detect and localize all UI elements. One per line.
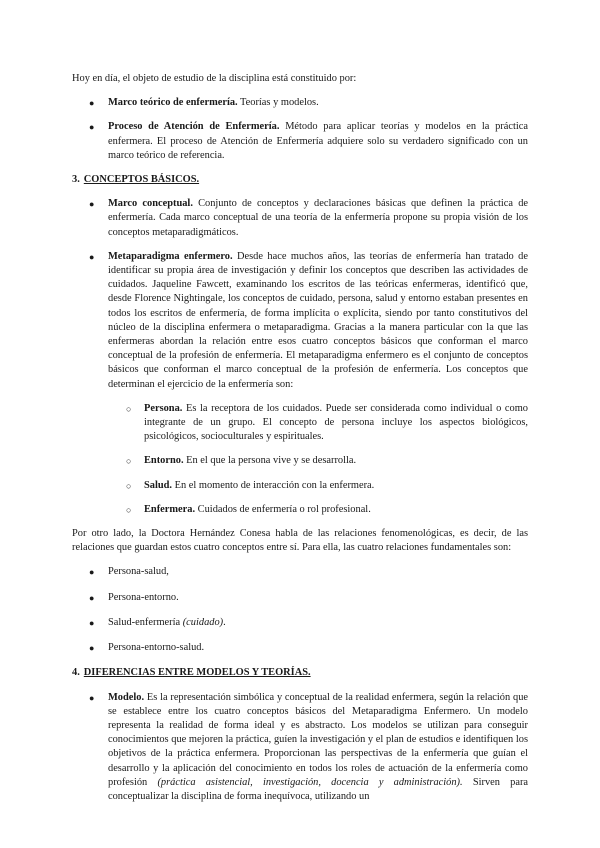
bullet-icon: ● [89,199,95,210]
bullet-icon: ● [89,122,95,133]
definition: Desde hace muchos años, las teorías de enfermería han tratado de identificar su propia área de investigación y definir los conceptos que describen las actividades de cuidados. Jaqueline Fawcett, examinando los escritos de las teóricas enfermeras, identificó que, desde Florence Nightingale, los conceptos de cuidado, persona, salud y entorno estaban presentes en todos los escritos de enfermería, de forma implícita o explícita, siendo por tanto constitutivos del núcleo de la disciplina enfermera o metaparadigma. Gracias a la manera particular con la que las enfermeras abordan la relación entre esos cuatro conceptos básicos que conforman el marco conceptual de la profesión de enfermería. El metaparadigma enfermero es el conjunto de conceptos básicos que conforman el marco conceptual de la profesión de enfermería. Los conceptos que determinan el ejercicio de la enfermería son: [108,250,528,390]
term: Proceso de Atención de Enfermería. [108,121,280,133]
metaparadigm-concepts-list [108,402,528,517]
list-item [72,616,528,630]
bullet-icon: ● [89,617,95,628]
section-title: CONCEPTOS BÁSICOS. [83,174,200,186]
term: Salud. [144,479,173,491]
section-title: DIFERENCIAS ENTRE MODELOS Y TEORÍAS. [83,667,311,679]
hollow-bullet-icon: ○ [126,504,132,515]
bullet-icon: ● [89,251,95,262]
definition: Es la representación simbólica y conceptual de la realidad enfermera, según la relación que se establece entre los cuatro conceptos básicos del Metaparadigma Enfermero. Un modelo representa la realidad de forma ideal y es abstracto. Los modelos se utilizan para conseguir conocimientos que mejoren la práctica, guíen la investigación y el plan de estudios e identifiquen los objetivos de la práctica enfermera. Proporcionan las perspectivas de la enfermería que guían el desarrollo y la aplicación del conocimiento en todos los roles de actuación de la enfermería como profesión [108,691,528,788]
definition: Teorías y modelos. [237,97,319,109]
relation-suffix: . [223,616,226,628]
bullet-icon: ● [89,592,95,603]
sub-list-item [108,479,528,493]
term: Entorno. [144,455,184,467]
sub-list-item [108,402,528,445]
definition: Es la receptora de los cuidados. Puede ser considerada como individual o como integrante de un grupo. El concepto de persona incluye los aspectos biológicos, psicológicos, socioculturales y espirituales. [144,402,528,443]
term: Marco conceptual. [108,198,193,210]
term: Metaparadigma enfermero. [108,250,233,262]
sub-list-item [108,503,528,517]
page-content [72,72,528,814]
list-item [72,691,528,805]
list-item [72,250,528,517]
list-item [72,120,528,163]
relations-list [72,565,528,655]
section-4-heading [72,666,528,680]
definition-italic: (práctica asistencial, investigación, docencia y administración). [157,776,463,788]
bullet-icon: ● [89,692,95,703]
relation-italic: (cuidado) [182,616,224,628]
list-item [72,641,528,655]
term: Enfermera. [144,503,196,515]
sub-list-item [108,454,528,468]
bullet-icon: ● [89,567,95,578]
section-number: 4. [72,667,80,679]
relation-text: Salud-enfermería [108,616,183,628]
definition: Conjunto de conceptos y declaraciones básicas que definen la práctica de enfermería. Cada marco conceptual de una teoría de la enfermería propone su propia visión de los conceptos metaparadigmáticos. [108,198,528,238]
term: Persona. [144,402,183,414]
study-object-list [72,96,528,163]
list-item [72,565,528,579]
list-item [72,96,528,110]
bullet-icon: ● [89,643,95,654]
hollow-bullet-icon: ○ [126,480,132,491]
list-item [72,197,528,240]
definition: Cuidados de enfermería o rol profesional. [195,503,371,515]
definition: En el que la persona vive y se desarrolla. [183,455,357,467]
models-list [72,691,528,805]
term: Marco teórico de enfermería. [108,97,238,109]
list-item [72,591,528,605]
term: Modelo. [108,691,145,703]
bullet-icon: ● [89,98,95,109]
relation-text: Persona-entorno. [108,591,179,603]
hollow-bullet-icon: ○ [126,456,132,467]
hollow-bullet-icon: ○ [126,403,132,414]
section-3-heading [72,173,528,187]
relation-text: Persona-salud, [108,566,169,578]
section-number: 3. [72,174,80,186]
relations-paragraph: Por otro lado, la Doctora Hernández Conesa habla de las relaciones fenomenológicas, es decir, de las relaciones que guardan estos cuatro conceptos entre sí. Para ella, las cuatro relaciones fundamentales son: [72,528,528,554]
basic-concepts-list [72,197,528,517]
definition-continued: Sirven para conceptualizar la disciplina de forma inequívoca, utilizando un [108,776,529,802]
definition: Método para aplicar teorías y modelos en la práctica enfermera. El proceso de Atención de Enfermería adquiere solo su verdadero significado con un marco teórico de referencia. [108,121,528,161]
definition: En el momento de interacción con la enfermera. [172,479,375,491]
intro-paragraph: Hoy en día, el objeto de estudio de la disciplina está constituido por: [72,73,357,84]
relation-text: Persona-entorno-salud. [108,642,205,654]
